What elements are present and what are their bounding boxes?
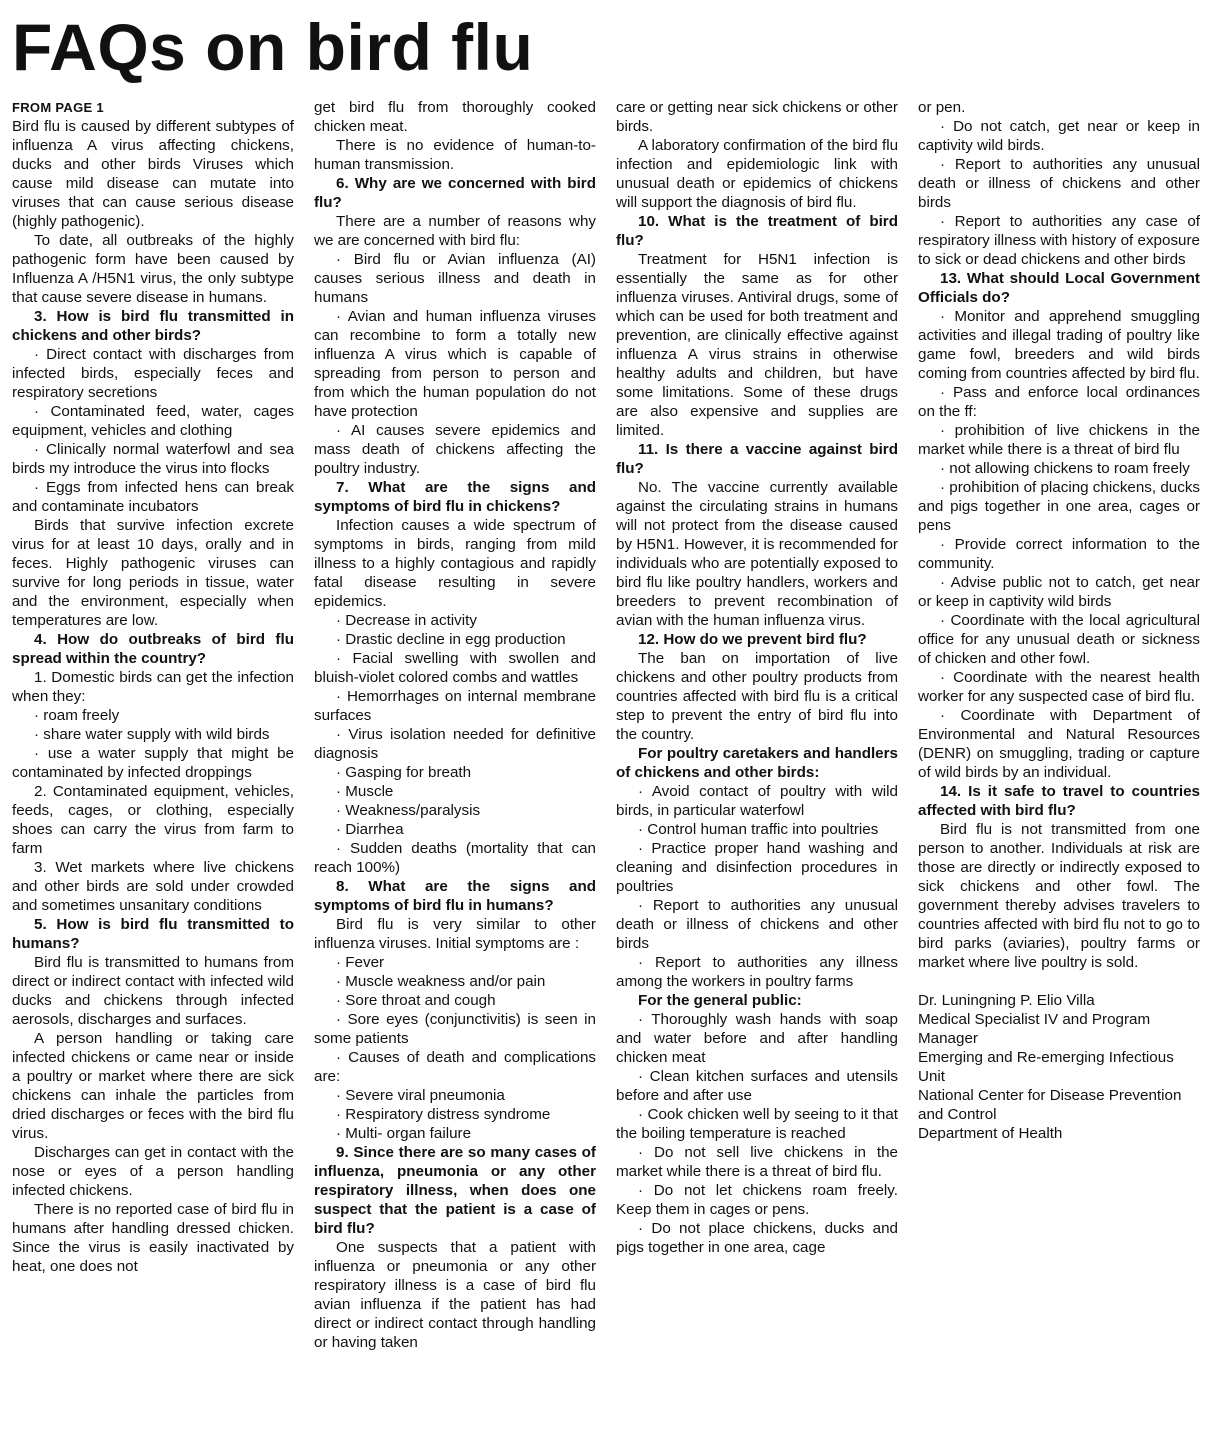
bullet-item: · Report to authorities any unusual death or illness of chickens and other birds <box>918 156 1200 211</box>
paragraph: Birds that survive infection excrete virus for at least 10 days, orally and in feces. Highly pathogenic viruses can survive for long periods in tissue, water and the environment, especially when temperatures are low. <box>12 517 294 629</box>
author-center: National Center for Disease Prevention and Control <box>918 1087 1182 1123</box>
bullet-item: · Contaminated feed, water, cages equipment, vehicles and clothing <box>12 403 294 439</box>
bullet-item: · Coordinate with Department of Environmental and Natural Resources (DENR) on smuggling, trading or capture of wild birds by an individual. <box>918 707 1200 781</box>
bullet-item: · Virus isolation needed for definitive diagnosis <box>314 726 596 762</box>
bullet-item: · Advise public not to catch, get near or keep in captivity wild birds <box>918 574 1200 610</box>
question-heading: 7. What are the signs and symptoms of bird flu in chickens? <box>314 479 596 515</box>
paragraph: 2. Contaminated equipment, vehicles, feeds, cages, or clothing, especially shoes can carry the virus from farm to farm <box>12 783 294 857</box>
bullet-item: · use a water supply that might be contaminated by infected droppings <box>12 745 294 781</box>
question-heading: 9. Since there are so many cases of influenza, pneumonia or any other respiratory illness, when does one suspect that the patient is a case of bird flu? <box>314 1144 596 1237</box>
paragraph: Bird flu is caused by different subtypes of influenza A virus affecting chickens, ducks and other birds Viruses which cause mild disease can mutate into viruses that can cause serious disease (highly pathogenic). <box>12 118 294 230</box>
paragraph: get bird flu from thoroughly cooked chicken meat. <box>314 99 596 135</box>
column-1 <box>12 98 294 1438</box>
bullet-item: · Muscle <box>336 783 394 800</box>
paragraph: The ban on importation of live chickens and other poultry products from countries affected with bird flu is a critical step to prevent the entry of bird flu into the country. <box>616 650 898 743</box>
bullet-item: · Cook chicken well by seeing to it that the boiling temperature is reached <box>616 1106 898 1142</box>
bullet-item: · prohibition of live chickens in the market while there is a threat of bird flu <box>918 422 1200 458</box>
bullet-item: · Multi- organ failure <box>336 1125 472 1142</box>
bullet-item: · Monitor and apprehend smuggling activities and illegal trading of poultry like game fowl, breeders and wild birds coming from countries affected by bird flu. <box>918 308 1200 382</box>
question-heading: 11. Is there a vaccine against bird flu? <box>616 441 898 477</box>
question-heading: 14. Is it safe to travel to countries affected with bird flu? <box>918 783 1200 819</box>
bullet-item: · Eggs from infected hens can break and contaminate incubators <box>12 479 294 515</box>
article-columns <box>12 98 1200 1438</box>
question-heading: 5. How is bird flu transmitted to humans? <box>12 916 294 952</box>
paragraph: 1. Domestic birds can get the infection when they: <box>12 669 294 705</box>
author-dept: Department of Health <box>918 1125 1063 1142</box>
bullet-item: · Pass and enforce local ordinances on the ff: <box>918 384 1200 420</box>
bullet-item: · Avian and human influenza viruses can recombine to form a totally new influenza A virus which is capable of spreading from person to person and from which the human population do not have protection <box>314 308 596 420</box>
bullet-item: · Muscle weakness and/or pain <box>336 973 546 990</box>
bullet-item: · Do not place chickens, ducks and pigs together in one area, cage <box>616 1220 898 1256</box>
bullet-item: · Sore eyes (conjunctivitis) is seen in some patients <box>314 1011 596 1047</box>
column-2 <box>314 98 596 1438</box>
bullet-item: · Do not sell live chickens in the market while there is a threat of bird flu. <box>616 1144 898 1180</box>
bullet-item: · Bird flu or Avian influenza (AI) causes serious illness and death in humans <box>314 251 596 306</box>
paragraph: One suspects that a patient with influenza or pneumonia or any other respiratory illness is a case of bird flu avian influenza if the patient has had direct or indirect contact through handling or having taken <box>314 1239 596 1351</box>
bullet-item: · not allowing chickens to roam freely <box>940 460 1190 477</box>
bullet-item: · Diarrhea <box>336 821 404 838</box>
bullet-item: · Coordinate with the nearest health worker for any suspected case of bird flu. <box>918 669 1200 705</box>
bullet-item: · Sore throat and cough <box>336 992 496 1009</box>
author-role: Medical Specialist IV and Program Manager <box>918 1011 1151 1047</box>
question-heading: 13. What should Local Government Officials do? <box>918 270 1200 306</box>
paragraph: care or getting near sick chickens or other birds. <box>616 99 898 135</box>
bullet-item: · Do not let chickens roam freely. Keep them in cages or pens. <box>616 1182 898 1218</box>
bullet-item: · Thoroughly wash hands with soap and water before and after handling chicken meat <box>616 1011 898 1066</box>
paragraph: Infection causes a wide spectrum of symptoms in birds, ranging from mild illness to a highly contagious and rapidly fatal disease resulting in severe epidemics. <box>314 517 596 610</box>
paragraph: Treatment for H5N1 infection is essentially the same as for other influenza viruses. Antiviral drugs, some of which can be used for both treatment and prevention, are clinically effective against influenza A virus strains in otherwise healthy adults and children, but have some limitations. Some of these drugs are also expensive and supplies are limited. <box>616 251 898 439</box>
bullet-item: · AI causes severe epidemics and mass death of chickens affecting the poultry industry. <box>314 422 596 477</box>
bullet-item: · Clean kitchen surfaces and utensils before and after use <box>616 1068 898 1104</box>
bullet-item: · Causes of death and complications are: <box>314 1049 596 1085</box>
bullet-item: · Avoid contact of poultry with wild birds, in particular waterfowl <box>616 783 898 819</box>
paragraph: or pen. <box>918 99 966 116</box>
bullet-item: · Provide correct information to the community. <box>918 536 1200 572</box>
bullet-item: · Clinically normal waterfowl and sea birds my introduce the virus into flocks <box>12 441 294 477</box>
bullet-item: · Fever <box>336 954 385 971</box>
bullet-item: · Coordinate with the local agricultural office for any unusual death or sickness of chicken and other fowl. <box>918 612 1200 667</box>
bullet-item: · prohibition of placing chickens, ducks and pigs together in one area, cages or pens <box>918 479 1200 534</box>
page-title: FAQs on bird flu <box>12 10 534 84</box>
bullet-item: · Decrease in activity <box>336 612 477 629</box>
column-4 <box>918 98 1200 1438</box>
paragraph: A laboratory confirmation of the bird flu infection and epidemiologic link with unusual death or epidemics of chickens will support the diagnosis of bird flu. <box>616 137 898 211</box>
bullet-item: · Direct contact with discharges from infected birds, especially feces and respiratory secretions <box>12 346 294 401</box>
bullet-item: · Practice proper hand washing and cleaning and disinfection procedures in poultries <box>616 840 898 895</box>
paragraph: No. The vaccine currently available against the circulating strains in humans will not protect from the disease caused by H5N1. However, it is recommended for individuals who are potentially exposed to bird flu like poultry handlers, workers and breeders to prevent recombination of avian with the human influenza virus. <box>616 479 898 629</box>
paragraph: Bird flu is transmitted to humans from direct or indirect contact with infected wild ducks and chickens through infected aerosols, discharges and surfaces. <box>12 954 294 1028</box>
paragraph: There is no reported case of bird flu in humans after handling dressed chicken. Since the virus is easily inactivated by heat, one does not <box>12 1201 294 1275</box>
author-name: Dr. Luningning P. Elio Villa <box>918 992 1095 1009</box>
paragraph: To date, all outbreaks of the highly pathogenic form have been caused by Influenza A /H5N1 virus, the only subtype that cause severe disease in humans. <box>12 232 294 306</box>
bullet-item: · Severe viral pneumonia <box>336 1087 505 1104</box>
bullet-item: · Sudden deaths (mortality that can reach 100%) <box>314 840 596 876</box>
paragraph: A person handling or taking care infected chickens or came near or inside a poultry or market where there are sick chickens can inhale the particles from dried discharges or feces with the bird flu virus. <box>12 1030 294 1142</box>
question-heading: 12. How do we prevent bird flu? <box>638 631 867 648</box>
author-unit: Emerging and Re-emerging Infectious Unit <box>918 1049 1174 1085</box>
bullet-item: · Gasping for breath <box>336 764 472 781</box>
section-label: FROM PAGE 1 <box>12 100 104 115</box>
bullet-item: · Drastic decline in egg production <box>336 631 566 648</box>
paragraph: Discharges can get in contact with the nose or eyes of a person handling infected chickens. <box>12 1144 294 1199</box>
question-heading: 6. Why are we concerned with bird flu? <box>314 175 596 211</box>
bullet-item: · Respiratory distress syndrome <box>336 1106 551 1123</box>
bullet-item: · Weakness/paralysis <box>336 802 481 819</box>
question-heading: 3. How is bird flu transmitted in chickens and other birds? <box>12 308 294 344</box>
paragraph: Bird flu is very similar to other influenza viruses. Initial symptoms are : <box>314 916 596 952</box>
bullet-item: · Control human traffic into poultries <box>638 821 879 838</box>
paragraph: Bird flu is not transmitted from one person to another. Individuals at risk are those are directly or indirectly exposed to sick chickens and other fowl. The government thereby advises travelers to countries affected with bird flu not to go to bird parks (aviaries), poultry farms or market where live poultry is sold. <box>918 821 1200 971</box>
bullet-item: · Facial swelling with swollen and bluish-violet colored combs and wattles <box>314 650 596 686</box>
bullet-item: · Hemorrhages on internal membrane surfaces <box>314 688 596 724</box>
author-signature <box>918 991 1200 1143</box>
bullet-item: · Report to authorities any case of respiratory illness with history of exposure to sick or dead chickens and other birds <box>918 213 1200 268</box>
question-heading: 8. What are the signs and symptoms of bird flu in humans? <box>314 878 596 914</box>
bullet-item: · share water supply with wild birds <box>34 726 270 743</box>
paragraph: There is no evidence of human-to-human transmission. <box>314 137 596 173</box>
bullet-item: · Report to authorities any illness among the workers in poultry farms <box>616 954 898 990</box>
question-heading: For the general public: <box>638 992 802 1009</box>
question-heading: For poultry caretakers and handlers of chickens and other birds: <box>616 745 898 781</box>
column-3 <box>616 98 898 1438</box>
bullet-item: · Report to authorities any unusual death or illness of chickens and other birds <box>616 897 898 952</box>
question-heading: 4. How do outbreaks of bird flu spread within the country? <box>12 631 294 667</box>
bullet-item: · Do not catch, get near or keep in captivity wild birds. <box>918 118 1200 154</box>
paragraph: 3. Wet markets where live chickens and other birds are sold under crowded and sometimes unsanitary conditions <box>12 859 294 914</box>
paragraph: There are a number of reasons why we are concerned with bird flu: <box>314 213 596 249</box>
question-heading: 10. What is the treatment of bird flu? <box>616 213 898 249</box>
bullet-item: · roam freely <box>34 707 120 724</box>
